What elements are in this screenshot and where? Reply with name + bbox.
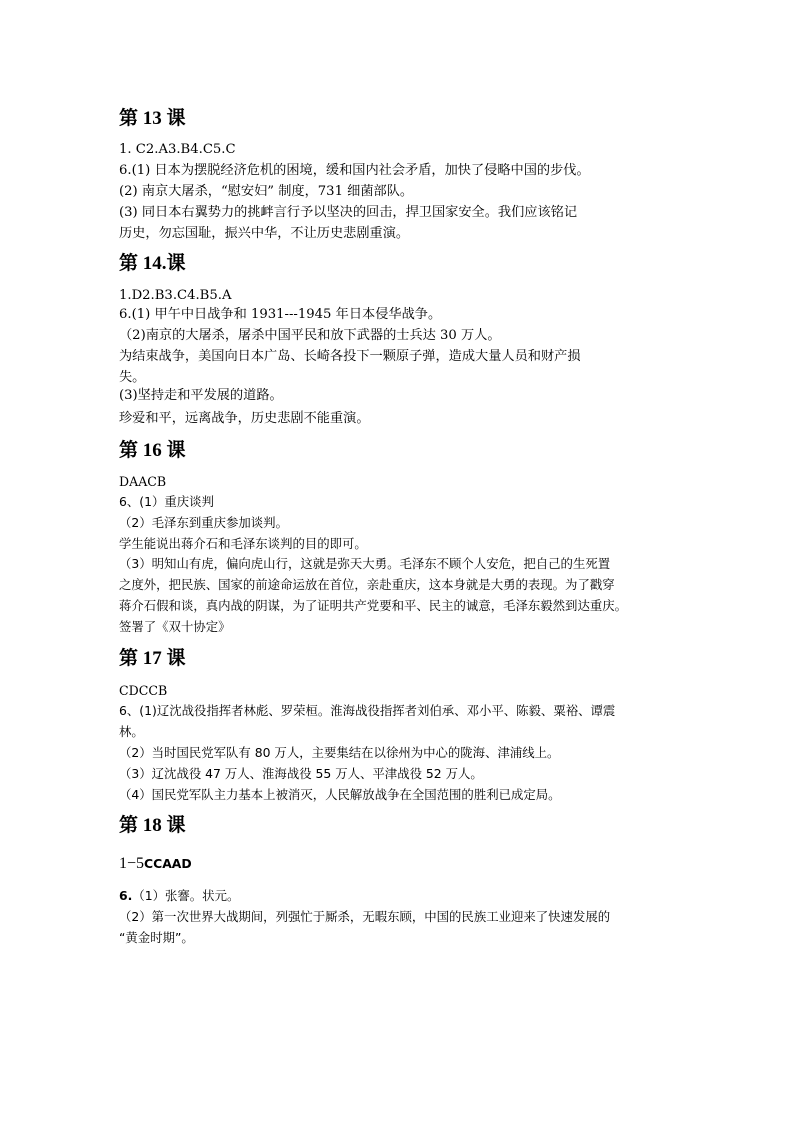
answer-line [119, 855, 192, 874]
answer-line: 历史，勿忘国耻，振兴中华，不让历史悲剧重演。 [119, 226, 410, 241]
section-heading: 第 17 课 [119, 648, 186, 669]
answer-line: 1.D2.B3.C4.B5.A [119, 288, 232, 303]
question-number: 6. [119, 888, 133, 903]
answer-text: （1）张謇。状元。 [132, 888, 240, 903]
answer-line: （2）毛泽东到重庆参加谈判。 [119, 515, 288, 530]
answer-line: （2)南京的大屠杀，屠杀中国平民和放下武器的士兵达 30 万人。 [119, 328, 501, 343]
answer-line: 1. C2.A3.B4.C5.C [119, 142, 236, 157]
answer-line: 林。 [119, 724, 144, 739]
section-heading: 第 13 课 [119, 108, 186, 129]
answer-line: CDCCB [119, 683, 168, 698]
answer-letters: CCAAD [144, 856, 192, 871]
answer-line: (3) 同日本右翼势力的挑衅言行予以坚决的回击，捍卫国家安全。我们应该铭记 [119, 205, 578, 220]
answer-line: （4）国民党军队主力基本上被消灭，人民解放战争在全国范围的胜利已成定局。 [119, 787, 561, 802]
section-heading: 第 14.课 [119, 253, 186, 274]
answer-line: 为结束战争，美国向日本广岛、长崎各投下一颗原子弹，造成大量人员和财产损 [119, 349, 581, 364]
answer-line: （2）当时国民党军队有 80 万人，主要集结在以徐州为中心的陇海、津浦线上。 [119, 745, 560, 760]
answer-line: 6.(1) 甲午中日战争和 1931---1945 年日本侵华战争。 [119, 307, 442, 322]
answer-line: “黄金时期”。 [119, 930, 194, 945]
answer-line: 珍爱和平，远离战争，历史悲剧不能重演。 [119, 411, 370, 426]
answer-line: DAACB [119, 474, 167, 489]
answer-line: 6.(1) 日本为摆脱经济危机的困境，缓和国内社会矛盾，加快了侵略中国的步伐。 [119, 163, 590, 178]
answer-line: 失。 [119, 370, 146, 385]
answer-line: 之度外，把民族、国家的前途命运放在首位，亲赴重庆，这本身就是大勇的表现。为了戳穿 [119, 577, 615, 592]
answer-line: 6、(1）重庆谈判 [119, 494, 214, 509]
answer-line: （3）辽沈战役 47 万人、淮海战役 55 万人、平津战役 52 万人。 [119, 766, 483, 781]
answer-line: （3）明知山有虎，偏向虎山行，这就是弥天大勇。毛泽东不顾个人安危，把自己的生死置 [119, 556, 611, 571]
section-heading: 第 16 课 [119, 440, 186, 461]
answer-range: 1−5 [119, 855, 145, 872]
answer-line [119, 887, 239, 905]
answer-line: 6、(1)辽沈战役指挥者林彪、罗荣桓。淮海战役指挥者刘伯承、邓小平、陈毅、粟裕、谭震 [119, 703, 616, 718]
answer-line: （2）第一次世界大战期间，列强忙于厮杀，无暇东顾，中国的民族工业迎来了快速发展的 [119, 909, 611, 924]
answer-line: (3)坚持走和平发展的道路。 [119, 388, 283, 403]
answer-line: 签署了《双十协定》 [119, 619, 231, 634]
answer-line: (2) 南京大屠杀，“慰安妇” 制度，731 细菌部队。 [119, 184, 414, 199]
section-heading: 第 18 课 [119, 815, 186, 836]
answer-line: 学生能说出蒋介石和毛泽东谈判的目的即可。 [119, 536, 367, 551]
answer-line: 蒋介石假和谈，真内战的阴谋，为了证明共产党要和平、民主的诚意，毛泽东毅然到达重庆。 [119, 598, 628, 613]
